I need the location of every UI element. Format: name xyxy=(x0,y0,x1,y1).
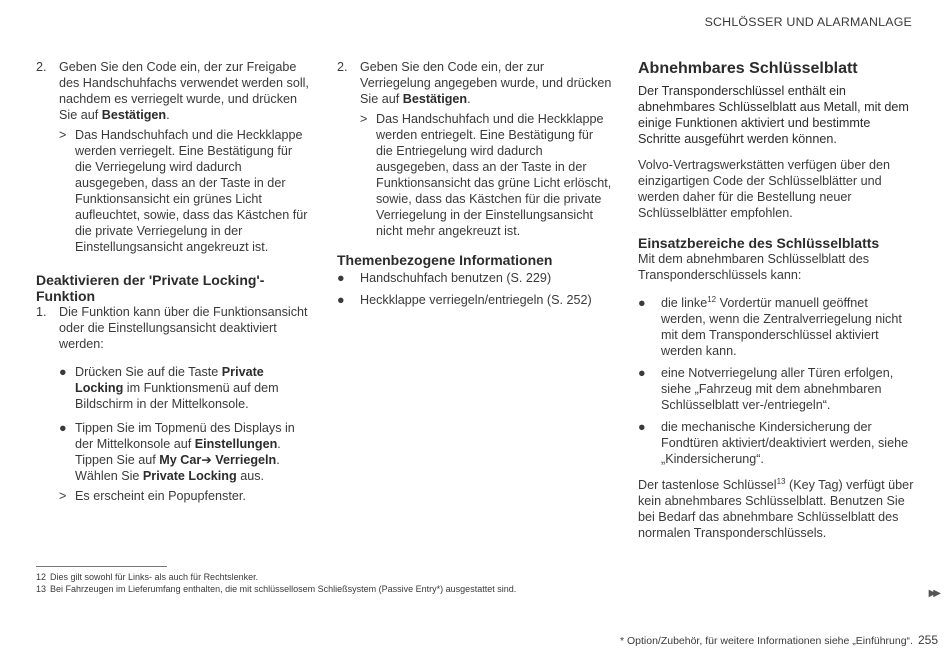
footnote-text: Dies gilt sowohl für Links- als auch für Rechtslenker. xyxy=(50,572,259,582)
bullet-icon: ● xyxy=(337,271,345,285)
step-number: 2. xyxy=(36,60,47,74)
footer-note: * Option/Zubehör, für weitere Informationen siehe „Einführung“. xyxy=(619,635,913,647)
list-item xyxy=(36,420,311,484)
step-text: Die Funktion kann über die Funktionsansicht oder die Einstellungsansicht deaktiviert werden: xyxy=(59,305,308,351)
result-marker: > xyxy=(360,112,368,126)
step-text: Geben Sie den Code ein, der zur Verriegelung angegeben wurde, und drücken Sie auf Bestätigen. xyxy=(360,60,612,106)
page-number: 255 xyxy=(917,633,938,647)
heading-deactivate: Deaktivieren der 'Private Locking'-Funktion xyxy=(36,272,265,304)
footnote xyxy=(36,583,516,595)
related-link-text[interactable]: Handschuhfach benutzen (S. 229) xyxy=(360,271,552,285)
bullet-icon: ● xyxy=(59,365,67,379)
related-link[interactable] xyxy=(337,270,612,286)
bullet-icon: ● xyxy=(638,420,646,434)
step-number: 2. xyxy=(337,60,348,74)
footnote xyxy=(36,571,516,583)
list-item xyxy=(638,365,914,413)
result-lock xyxy=(36,127,311,255)
footnote-ref[interactable]: 13 xyxy=(776,476,786,486)
column-middle xyxy=(337,59,612,308)
result-marker: > xyxy=(59,489,67,503)
bullet-icon: ● xyxy=(638,296,646,310)
bullet-icon: ● xyxy=(59,421,67,435)
paragraph: Der tastenlose Schlüssel$^{13}$ (Key Tag) verfügt über kein abnehmbares Schlüsselblatt. Benutzen Sie bei Bedarf das abnehmbare Schlüsselblatt des normalen Transponderschlüssels. xyxy=(638,476,914,540)
list-item-text: Tippen Sie im Topmenü des Displays in der Mittelkonsole auf Einstellungen. Tippen Sie auf My Car➔ Verriegeln. Wählen Sie Private Locking aus. xyxy=(75,421,295,483)
footnote-divider xyxy=(36,566,167,567)
result-popup xyxy=(36,488,311,504)
column-left xyxy=(36,59,311,504)
paragraph: Volvo-Vertragswerkstätten verfügen über den einzigartigen Code der Schlüsselblätter und werden daher für die Bestellung neuer Schlüsselblätter empfohlen. xyxy=(638,158,891,220)
heading-uses: Einsatzbereiche des Schlüsselblatts xyxy=(638,235,880,251)
result-unlock xyxy=(337,111,612,239)
list-item xyxy=(638,419,914,467)
result-text: Das Handschuhfach und die Heckklappe werden entriegelt. Eine Bestätigung für die Entriegelung wird dadurch ausgegeben, dass an der Taste in der Funktionsansicht das grüne Licht erlöscht, sowie, dass das Kästchen für die private Verriegelung in der Einstellungsansicht nicht mehr angekreuzt ist. xyxy=(376,112,612,238)
bullet-icon: ● xyxy=(638,366,646,380)
list-item-text: die mechanische Kindersicherung der Fondtüren aktiviert/deaktiviert werden, siehe „Kindersicherung“. xyxy=(661,420,909,466)
list-item xyxy=(638,295,914,359)
result-marker: > xyxy=(59,128,67,142)
step-1-deactivate xyxy=(36,304,311,352)
section-title: Abnehmbares Schlüsselblatt xyxy=(638,60,858,77)
paragraph: Mit dem abnehmbaren Schlüsselblatt des Transponderschlüssels kann: xyxy=(638,252,870,282)
list-item-text: die linke$^{12}$ Vordertür manuell geöffnet werden, wenn die Zentralverriegelung nicht mit dem Transponderschlüssel aktiviert werden kann. xyxy=(661,294,902,358)
step-2-left xyxy=(36,59,311,123)
bullet-icon: ● xyxy=(337,293,345,307)
footnote-number: 13 xyxy=(36,584,47,594)
footnotes xyxy=(36,571,516,595)
list-item xyxy=(36,364,311,412)
footnote-ref[interactable]: 12 xyxy=(707,294,717,304)
arrow-right-icon: ➔ xyxy=(201,453,212,467)
heading-related-info: Themenbezogene Informationen xyxy=(337,252,553,268)
result-text: Das Handschuhfach und die Heckklappe werden verriegelt. Eine Bestätigung für die Verriegelung wird dadurch ausgegeben, dass an der Taste in der Funktionsansicht ein grünes Licht aufleuchtet, sowie, dass das Kästchen für die private Verriegelung in der Einstellungsansicht angekreuzt ist. xyxy=(75,128,308,254)
footnote-number: 12 xyxy=(36,572,47,582)
step-text: Geben Sie den Code ein, der zur Freigabe des Handschuhfachs verwendet werden soll, nachdem es verriegelt wurde, und drücken Sie auf Bestätigen. xyxy=(59,60,309,122)
list-item-text: Drücken Sie auf die Taste Private Locking im Funktionsmenü auf dem Bildschirm in der Mittelkonsole. xyxy=(75,365,279,411)
footnote-text: Bei Fahrzeugen im Lieferumfang enthalten, die mit schlüssellosem Schließsystem (Passive Entry*) ausgestattet sind. xyxy=(50,584,517,594)
step-number: 1. xyxy=(36,305,47,319)
step-2-middle xyxy=(337,59,612,107)
result-text: Es erscheint ein Popupfenster. xyxy=(75,489,246,503)
list-item-text: eine Notverriegelung aller Türen erfolgen, siehe „Fahrzeug mit dem abnehmbaren Schlüsselblatt ver-/entriegeln“. xyxy=(661,366,894,412)
related-link-text[interactable]: Heckklappe verriegeln/entriegeln (S. 252) xyxy=(360,293,592,307)
section-header: SCHLÖSSER UND ALARMANLAGE xyxy=(704,15,912,29)
next-page-icon[interactable]: ▶▶ xyxy=(928,588,938,599)
lead-paragraph: Der Transponderschlüssel enthält ein abnehmbares Schlüsselblatt aus Metall, mit dem einige Funktionen aktiviert und bestimmte Schritte ausgeführt werden können. xyxy=(638,84,909,146)
column-right xyxy=(638,59,914,541)
page-footer xyxy=(620,632,938,649)
related-link[interactable] xyxy=(337,292,612,308)
